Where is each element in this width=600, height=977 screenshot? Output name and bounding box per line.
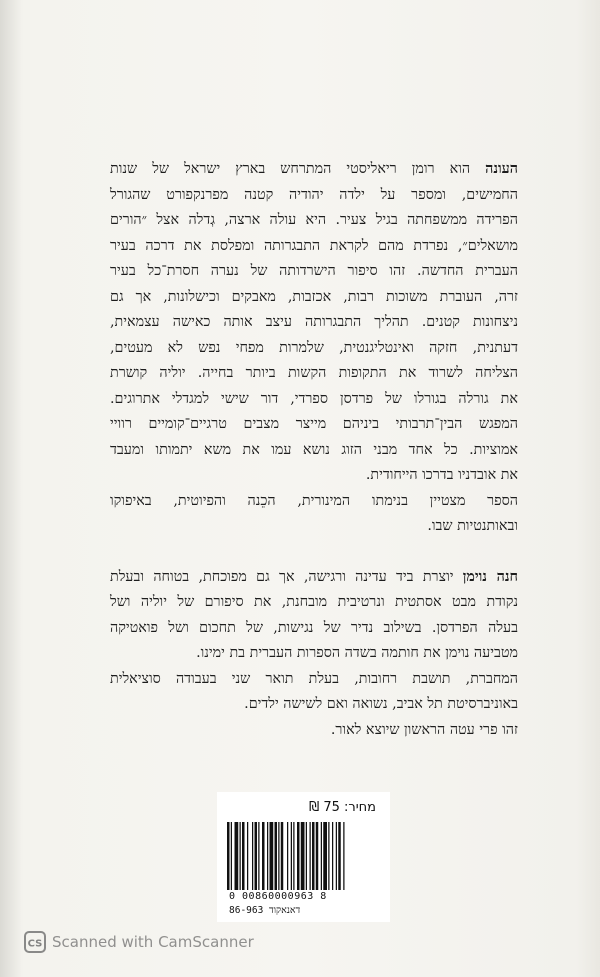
watermark-text: Scanned with CamScanner: [52, 933, 254, 951]
book-title-word: העונה: [485, 161, 518, 177]
text-line: מושאלים״, נפרדת מהם לקראת התבגרותה ומפלסת את דרכה בעיר: [110, 237, 518, 254]
barcode-bar: [240, 822, 241, 890]
barcode-image: [227, 822, 380, 890]
barcode-number: 0 00860000963 8: [229, 891, 327, 902]
barcode-bar: [270, 822, 274, 890]
text-line: את גורלה בגורלו של פרדסן ספרדי, דור שישי למגדלי אתרוגים.: [110, 390, 518, 407]
barcode-bar: [336, 822, 337, 890]
barcode-bar: [267, 822, 268, 890]
barcode-bar: [281, 822, 284, 890]
text-line: נקודת מבט אסתטית ונרטיבית מובחנת, את סיפורם של יוליה ושל: [110, 594, 518, 610]
text-line: העברית החדשה. זהו סיפור הישרדותה של נערה חסרת־כל בעיר: [110, 263, 518, 279]
barcode-bar: [316, 822, 319, 890]
camscanner-logo-icon: [24, 931, 46, 953]
barcode-bar: [343, 822, 344, 890]
text-line: הפרידה ממשפחתה בגיל צעיר. היא עולה ארצה, גְדלה אצל ״הורים: [110, 212, 518, 228]
text-line: החמישים, ומספר על ילדה יהודיה קטנה מפרנקפורט שהגורל: [110, 186, 518, 203]
barcode-bar: [321, 822, 322, 890]
text-line: הספר מצטיין בנימתו המינורית, הכֵנה והפיוטית, באיפוקו: [110, 492, 518, 509]
barcode-bar: [323, 822, 327, 890]
barcode-bar: [328, 822, 329, 890]
text-line: הצליחה לשרוד את התקופות הקשות ביותר בחייה. יוליה קושרת: [110, 365, 518, 381]
closing-paragraph: [110, 489, 518, 540]
barcode-bar: [310, 822, 311, 890]
camscanner-watermark: [24, 930, 254, 954]
barcode-bar: [301, 822, 305, 890]
barcode-bar: [255, 822, 258, 890]
text-line: באוניברסיטת תל אביב, נשואה ואם לשישה ילדים.: [244, 696, 518, 712]
barcode-bar: [247, 822, 248, 890]
text-line: המפגש הבין־תרבותי ביניהם מייצר מצבים טרגיים־קומיים רוויי: [110, 416, 518, 432]
blurb-text: [110, 157, 518, 743]
text-line: אמוציות. כל אחד מבני הזוג נושא עמו את משא יתמותו ומעבד: [110, 441, 518, 458]
text-line: ניצחונות קטנים. תהליך התבגרותה עיצב אותה כאישה עצמאית,: [110, 314, 518, 330]
barcode-bar: [338, 822, 341, 890]
text-line: דעתנית, חזקה ואינטליגנטית, שלמרות מפחי נפש לא מעטים,: [110, 339, 518, 356]
synopsis-paragraph: [110, 157, 518, 489]
barcode-bar: [312, 822, 315, 890]
text-line: העונה הוא רומן ריאליסטי המתרחש בארץ ישראל של שנות: [110, 161, 518, 177]
text-line: זרה, העוברת משוכות רבות, אכזבות, מאבקים וכישלונות, אך גם: [110, 288, 518, 305]
text-line: זהו פרי עטה הראשון שיוצא לאור.: [330, 721, 518, 738]
barcode-bar: [291, 822, 292, 890]
spine-shadow: [0, 0, 22, 977]
text-line: את אובדניו בדרכו הייחודית.: [365, 467, 518, 483]
barcode-bar: [227, 822, 230, 890]
barcode-bar: [287, 822, 288, 890]
barcode-bar: [297, 822, 300, 890]
barcode-bar: [293, 822, 294, 890]
barcode-bar: [275, 822, 278, 890]
barcode-bar: [231, 822, 232, 890]
author-name: חנה נוימן: [462, 568, 518, 585]
barcode-label: [217, 792, 390, 922]
barcode-bar: [235, 822, 239, 890]
author-paragraph: [110, 565, 518, 744]
svg-text:CS: CS: [27, 938, 43, 950]
barcode-bar: [278, 822, 279, 890]
barcode-bar: [252, 822, 253, 890]
text-line: בעלה הפרדסן. בשילוב נדיר של נגישות, של תחכום ושל פואטיקה: [110, 619, 518, 636]
barcode-bar: [242, 822, 245, 890]
paragraph-gap: [110, 540, 518, 565]
barcode-bar: [306, 822, 307, 890]
price-label: מחיר: 75 ₪: [309, 800, 376, 815]
text-line: ובאותנטיות שבו.: [427, 518, 518, 534]
text-line: מטביעה נוימן את חותמה בשדה הספרות העברית בת ימינו.: [196, 645, 518, 661]
text-line: חנה נוימן יוצרת ביד עדינה ורגישה, אך גם מפוכחת, בטוחה ובעלת: [110, 568, 518, 585]
catalog-number: 86-963 דאנאקוד: [229, 905, 301, 916]
text-line: המחברת, תושבת רחובות, בעלת תואר שני בעבודה סוציאלית: [110, 670, 518, 687]
barcode-bar: [258, 822, 259, 890]
barcode-bar: [332, 822, 333, 890]
barcode-bar: [262, 822, 265, 890]
